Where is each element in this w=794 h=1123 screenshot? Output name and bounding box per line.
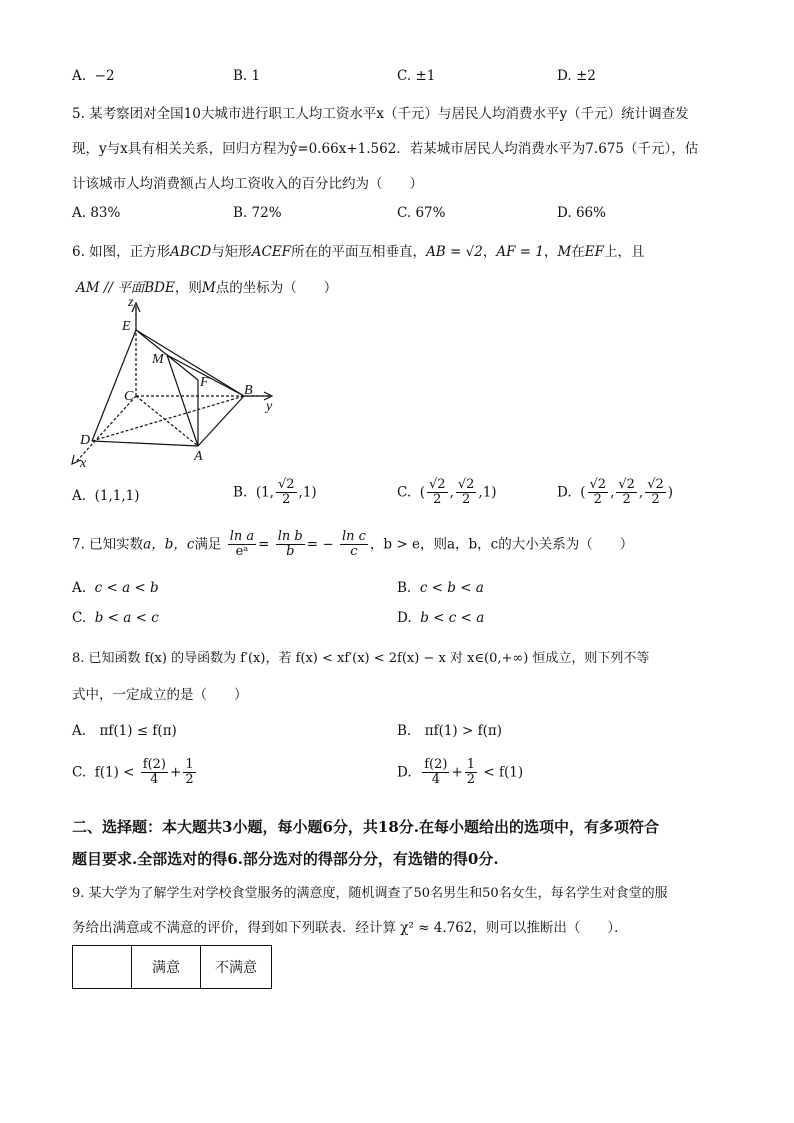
table-header-cell: 满意 [132, 946, 201, 989]
edge-ED [92, 330, 136, 441]
q7-text: 7. 已知实数a，b，c满足 $\frac{\text{ln a}}{\text{eᵃ}}$ = $\frac{\text{ln b}}{b}$ = − $\frac{\text{ln c}}{c}$ ，b > e，则a，b，c的大小关系为（ ） [72, 529, 634, 560]
q5-text-line3: 计该城市人均消费额占人均工资收入的百分比约为（ ） [72, 176, 423, 192]
table-header-cell [73, 946, 132, 989]
q7-option-a[interactable]: A. c < a < b [72, 580, 159, 596]
label-C: C [124, 389, 134, 404]
q6-text-line2: AM // 平面BDE，则M点的坐标为（ ） [76, 280, 338, 296]
table-header-cell: 不满意 [201, 946, 272, 989]
q6-option-d[interactable]: D. ( $\frac{√2}{2}$ , $\frac{√2}{2}$ , $\frac{√2}{2}$ ) [557, 477, 674, 508]
q4-option-d[interactable]: D. ±2 [557, 68, 596, 84]
q7-option-d[interactable]: D. b < c < a [397, 610, 485, 626]
label-z: z [128, 296, 134, 310]
q5-option-d[interactable]: D. 66% [557, 205, 606, 221]
label-y: y [266, 399, 273, 414]
q5-option-c[interactable]: C. 67% [397, 205, 446, 221]
q6-geometry-figure [60, 296, 290, 476]
q8-option-a[interactable]: A. πf(1) ≤ f(π) [72, 723, 177, 739]
q8-text-line1: 8. 已知函数 f(x) 的导函数为 f′(x)，若 f(x) < xf′(x) < 2f(x) − x 对 x∈(0,+∞) 恒成立，则下列不等 [72, 651, 650, 666]
q5-text-line2: 现，y与x具有相关关系，回归方程为ŷ=0.66x+1.562．若某城市居民人均消费水平为7.675（千元），估 [72, 141, 699, 157]
section2-heading-line1: 二、选择题：本大题共3小题，每小题6分，共18分.在每小题给出的选项中，有多项符合 [72, 818, 659, 836]
q9-contingency-table [72, 945, 272, 989]
edge-DA [92, 441, 198, 446]
q5-option-b[interactable]: B. 72% [233, 205, 282, 221]
q7-option-c[interactable]: C. b < a < c [72, 610, 159, 626]
q7-option-b[interactable]: B. c < b < a [397, 580, 484, 596]
q8-option-b[interactable]: B. πf(1) > f(π) [397, 723, 503, 739]
q8-option-c[interactable]: C. f(1) < $\frac{f(2)}{4}$ + $\frac{1}{2}$ [72, 757, 194, 788]
q8-text-line2: 式中，一定成立的是（ ） [72, 687, 248, 703]
q4-option-c[interactable]: C. ±1 [397, 68, 436, 84]
q4-option-b[interactable]: B. 1 [233, 68, 261, 84]
q6-option-b[interactable]: B. (1, $\frac{√2}{2}$ ,1) [233, 477, 317, 508]
label-F: F [200, 375, 209, 390]
edge-AB [198, 396, 244, 446]
q9-text-line1: 9. 某大学为了解学生对学校食堂服务的满意度，随机调查了50名男生和50名女生，每名学生对食堂的服 [72, 886, 668, 901]
q8-option-d[interactable]: D. $\frac{f(2)}{4}$ + $\frac{1}{2}$ < f(1) [397, 757, 524, 788]
section2-heading-line2: 题目要求.全部选对的得6.部分选对的得部分分，有选错的得0分. [72, 850, 499, 868]
q6-option-c[interactable]: C. ( $\frac{√2}{2}$ , $\frac{√2}{2}$ ,1) [397, 477, 497, 508]
label-D: D [80, 433, 91, 448]
label-B: B [244, 383, 253, 398]
q6-option-a[interactable]: A. (1,1,1) [72, 488, 140, 504]
q4-option-a[interactable]: A. −2 [72, 68, 115, 84]
q9-text-line2: 务给出满意或不满意的评价，得到如下列联表．经计算 χ² ≈ 4.762，则可以推断出（ ）． [72, 920, 628, 936]
label-A: A [194, 449, 203, 464]
label-M: M [152, 352, 164, 367]
label-x: x [80, 456, 87, 471]
table-row [73, 946, 272, 989]
label-E: E [122, 319, 131, 334]
q5-option-a[interactable]: A. 83% [72, 205, 121, 221]
q5-text-line1: 5. 某考察团对全国10大城市进行职工人均工资水平x（千元）与居民人均消费水平y（千元）统计调查发 [72, 106, 689, 122]
q6-text-line1: 6. 如图，正方形ABCD与矩形ACEF所在的平面互相垂直，AB = √2，AF = 1，M在EF上，且 [72, 244, 645, 260]
edge-CA [136, 396, 198, 446]
